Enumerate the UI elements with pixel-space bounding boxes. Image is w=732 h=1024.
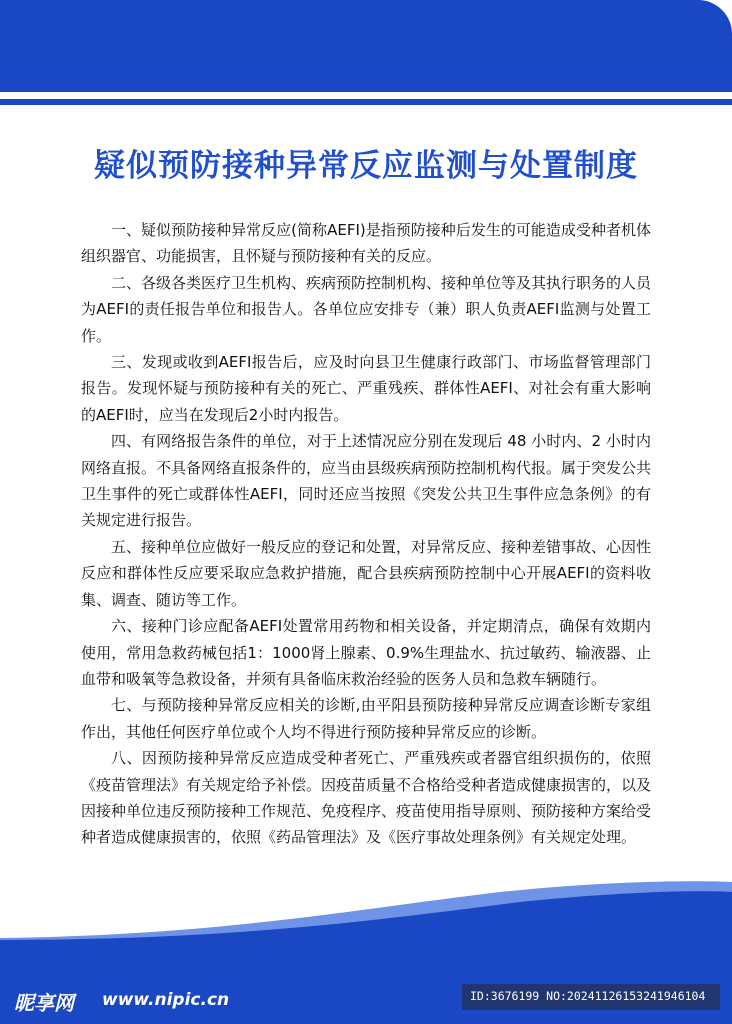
paragraph-5: 五、接种单位应做好一般反应的登记和处置，对异常反应、接种差错事故、心因性反应和群体性反应要采取应急救护措施，配合县疾病预防控制中心开展AEFI的资料收集、调查、随访等工作。 [81,537,652,609]
paragraph-2: 二、各级各类医疗卫生机构、疾病预防控制机构、接种单位等及其执行职务的人员为AEFI的责任报告单位和报告人。各单位应安排专（兼）职人负责AEFI监测与处置工作。 [81,273,652,345]
paragraph-6: 六、接种门诊应配备AEFI处置常用药物和相关设备，并定期清点，确保有效期内使用，常用急救药械包括1：1000肾上腺素、0.9%生理盐水、抗过敏药、输液器、止血带和吸氧等急救设备，并须有具备临床救治经验的医务人员和急救车辆随行。 [81,617,651,688]
watermark-logo: 昵享网 [14,991,74,1015]
watermark-url: www.nipic.cn [102,990,230,1010]
paragraph-1: 一、疑似预防接种异常反应(简称AEFI)是指预防接种后发生的可能造成受种者机体组织器官、功能损害，且怀疑与预防接种有关的反应。 [81,221,651,266]
paragraph-3: 三、发现或收到AEFI报告后，应及时向县卫生健康行政部门、市场监督管理部门报告。发现怀疑与预防接种有关的死亡、严重残疾、群体性AEFI、对社会有重大影响的AEFI时，应当在发现后2小时内报告。 [81,353,651,424]
paragraph-8: 八、因预防接种异常反应造成受种者死亡、严重残疾或者器官组织损伤的，依照《疫苗管理法》有关规定给予补偿。因疫苗质量不合格给受种者造成健康损害的，以及因接种单位违反预防接种工作规范、免疫程序、疫苗使用指导原则、预防接种方案给受种者造成健康损害的，依照《药品管理法》及《医疗事故处理条例》有关规定处理。 [81,749,652,847]
page-title: 疑似预防接种异常反应监测与处置制度 [94,148,638,184]
top-divider-stripe [0,99,732,105]
image-id-text: ID:3676199 NO:20241126153241946104 [470,989,706,1003]
regulation-body [81,217,651,851]
top-header-band [0,0,732,92]
paragraph-4: 四、有网络报告条件的单位，对于上述情况应分别在发现后 48 小时内、2 小时内网络直报。不具备网络直报条件的，应当由县级疾病预防控制机构代报。属于突发公共卫生事件的死亡或群体性AEFI，同时还应当按照《突发公共卫生事件应急条例》的有关规定进行报告。 [81,432,652,530]
paragraph-7: 七、与预防接种异常反应相关的诊断,由平阳县预防接种异常反应调查诊断专家组作出，其他任何医疗单位或个人均不得进行预防接种异常反应的诊断。 [81,696,651,741]
